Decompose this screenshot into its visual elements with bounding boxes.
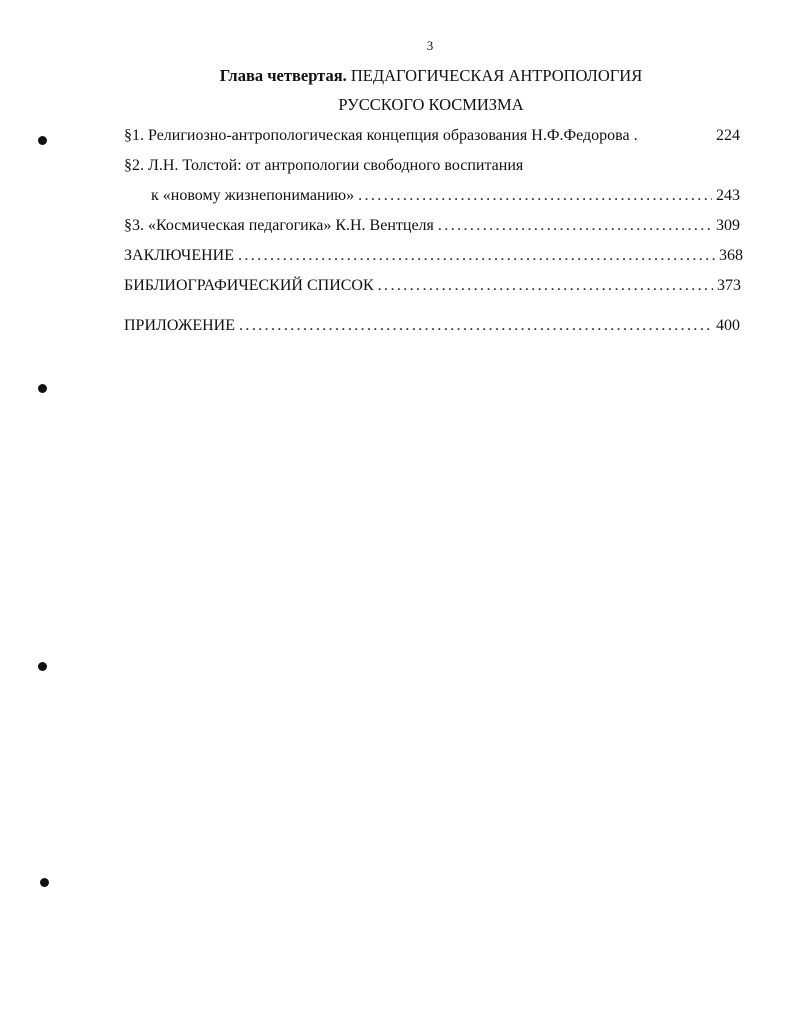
toc-entry-page: 400	[716, 317, 740, 334]
toc-entry-title-continued: к «новому жизнепониманию»	[151, 187, 355, 204]
toc-entry-page: 368	[719, 247, 743, 264]
punch-hole-mark	[38, 384, 47, 393]
toc-entry-title: ПРИЛОЖЕНИЕ	[124, 317, 236, 334]
chapter-label: Глава четвертая.	[219, 66, 347, 85]
toc-entry-title: §3. «Космическая педагогика» К.Н. Вентцеля	[124, 217, 434, 234]
toc-leader-dots	[358, 186, 712, 206]
toc-entry-section-2	[124, 156, 740, 176]
toc-entry-page: 243	[716, 187, 740, 204]
toc-entry-section-2-continued	[151, 186, 740, 206]
chapter-title-continued: РУССКОГО КОСМИЗМА	[338, 95, 524, 114]
punch-hole-mark	[40, 878, 49, 887]
page-number: 3	[426, 38, 434, 53]
toc-entry-title: §2. Л.Н. Толстой: от антропологии свободного воспитания	[124, 157, 524, 174]
toc-entry-title: §1. Религиозно-антропологическая концепция образования Н.Ф.Федорова .	[124, 127, 638, 144]
toc-leader-dots	[438, 216, 712, 236]
toc-entry-bibliography	[124, 276, 741, 296]
toc-leader-dots	[239, 316, 712, 336]
toc-entry-section-1	[124, 126, 740, 146]
toc-entry-page: 309	[716, 217, 740, 234]
toc-entry-section-3	[124, 216, 740, 236]
toc-entry-conclusion	[124, 246, 743, 266]
toc-entry-appendix	[124, 316, 740, 336]
punch-hole-mark	[38, 136, 47, 145]
chapter-title: ПЕДАГОГИЧЕСКАЯ АНТРОПОЛОГИЯ	[350, 66, 643, 85]
chapter-heading	[0, 66, 799, 86]
punch-hole-mark	[38, 662, 47, 671]
toc-entry-page: 224	[716, 127, 740, 144]
toc-leader-dots	[378, 276, 713, 296]
toc-entry-title: ЗАКЛЮЧЕНИЕ	[124, 247, 234, 264]
toc-entry-title: БИБЛИОГРАФИЧЕСКИЙ СПИСОК	[124, 277, 374, 294]
toc-entry-page: 373	[717, 277, 741, 294]
toc-leader-dots	[238, 246, 715, 266]
